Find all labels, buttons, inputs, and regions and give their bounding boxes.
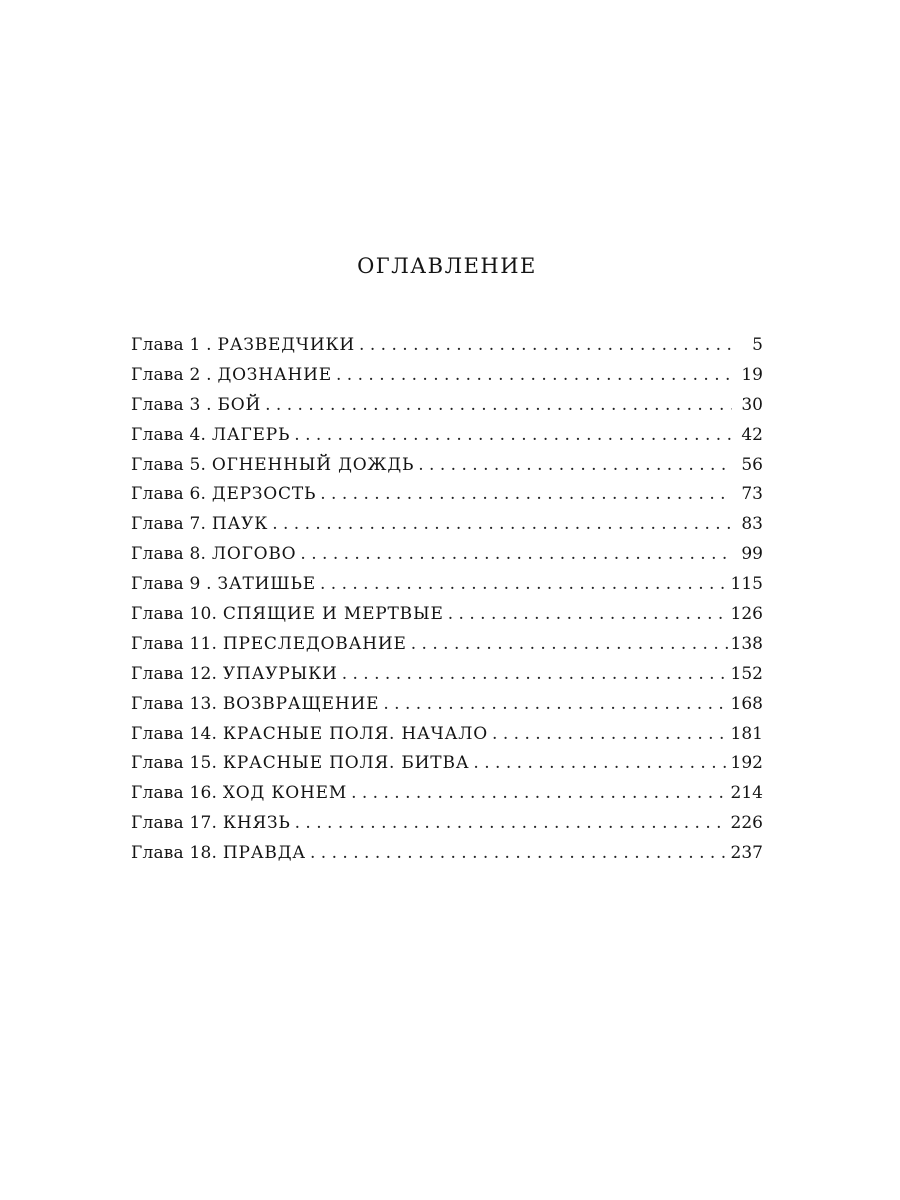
dot-leader	[448, 600, 728, 630]
chapter-title: РАЗВЕДЧИКИ	[217, 335, 356, 355]
toc-entry	[131, 690, 763, 720]
toc-entry-label	[131, 361, 332, 391]
chapter-number: Глава 3 .	[131, 394, 212, 415]
toc-entry	[131, 809, 763, 839]
chapter-title: КРАСНЫЕ ПОЛЯ. БИТВА	[222, 753, 470, 774]
dot-leader	[272, 510, 732, 540]
chapter-number: Глава 2 .	[131, 364, 212, 385]
page-number: 126	[730, 604, 763, 625]
chapter-number: Глава 8.	[131, 544, 207, 565]
page-number: 56	[741, 454, 763, 475]
page-number: 168	[730, 693, 763, 714]
chapter-title: ОГНЕННЫЙ ДОЖДЬ	[211, 454, 415, 475]
dot-leader	[351, 779, 727, 809]
dot-leader	[383, 690, 727, 720]
dot-leader	[492, 720, 728, 750]
toc-entry	[131, 660, 763, 690]
chapter-title: ПРАВДА	[222, 843, 306, 864]
dot-leader	[294, 421, 732, 451]
chapter-number: Глава 9 .	[131, 574, 212, 595]
toc-entry-label	[131, 510, 268, 540]
page-number: 73	[741, 484, 763, 505]
page-number: 83	[741, 514, 763, 535]
dot-leader	[320, 480, 732, 510]
page-number: 181	[730, 723, 763, 744]
table-of-contents	[131, 331, 763, 869]
chapter-number: Глава 7.	[131, 514, 207, 535]
page-number: 152	[730, 663, 763, 684]
toc-entry-label	[131, 540, 296, 570]
toc-entry	[131, 331, 763, 361]
toc-entry	[131, 570, 763, 600]
chapter-title: ЛАГЕРЬ	[211, 424, 291, 445]
toc-entry	[131, 600, 763, 630]
toc-entry	[131, 361, 763, 391]
toc-entry	[131, 779, 763, 809]
dot-leader	[320, 570, 728, 600]
dot-leader	[418, 451, 732, 481]
toc-entry-label	[131, 749, 469, 779]
dot-leader	[265, 391, 732, 421]
page-number: 226	[730, 813, 763, 834]
chapter-number: Глава 14.	[131, 723, 218, 744]
toc-entry	[131, 540, 763, 570]
page-number: 192	[730, 753, 763, 774]
toc-entry	[131, 391, 763, 421]
toc-entry-label	[131, 451, 414, 481]
toc-entry-label	[131, 391, 261, 421]
chapter-number: Глава 4.	[131, 424, 207, 445]
chapter-title: ПАУК	[211, 514, 269, 535]
toc-entry	[131, 421, 763, 451]
chapter-title: ЛОГОВО	[211, 544, 297, 565]
toc-entry-label	[131, 630, 407, 660]
page-number: 115	[730, 574, 763, 595]
toc-entry	[131, 720, 763, 750]
toc-entry-label	[131, 421, 290, 451]
dot-leader	[342, 660, 728, 690]
page-number: 42	[741, 424, 763, 445]
toc-entry	[131, 510, 763, 540]
chapter-number: Глава 12.	[131, 663, 218, 684]
toc-entry-label	[131, 600, 444, 630]
chapter-number: Глава 17.	[131, 813, 218, 834]
dot-leader	[310, 839, 728, 869]
chapter-title: ХОД КОНЕМ	[222, 783, 348, 804]
chapter-title: ДОЗНАНИЕ	[217, 364, 332, 385]
chapter-number: Глава 16.	[131, 783, 218, 804]
toc-entry	[131, 630, 763, 660]
chapter-number: Глава 5.	[131, 454, 207, 475]
toc-entry	[131, 451, 763, 481]
toc-entry-label	[131, 480, 316, 510]
dot-leader	[295, 809, 728, 839]
chapter-title: БОЙ	[217, 394, 262, 415]
toc-entry	[131, 749, 763, 779]
dot-leader	[336, 361, 732, 391]
chapter-number: Глава 1 .	[131, 335, 212, 355]
toc-entry-label	[131, 331, 355, 361]
chapter-title: ДЕРЗОСТЬ	[211, 484, 317, 505]
chapter-number: Глава 18.	[131, 843, 218, 864]
page-number: 99	[741, 544, 763, 565]
page-number: 5	[752, 335, 763, 355]
page-number: 19	[741, 364, 763, 385]
chapter-number: Глава 6.	[131, 484, 207, 505]
chapter-title: ВОЗВРАЩЕНИЕ	[222, 693, 380, 714]
toc-entry	[131, 839, 763, 869]
dot-leader	[473, 749, 727, 779]
chapter-number: Глава 10.	[131, 604, 218, 625]
chapter-number: Глава 13.	[131, 693, 218, 714]
toc-entry	[131, 480, 763, 510]
chapter-title: СПЯЩИЕ И МЕРТВЫЕ	[222, 604, 444, 625]
dot-leader	[411, 630, 728, 660]
page-title: ОГЛАВЛЕНИЕ	[357, 254, 537, 278]
chapter-title: КНЯЗЬ	[222, 813, 291, 834]
chapter-title: ЗАТИШЬЕ	[217, 574, 316, 595]
chapter-number: Глава 11.	[131, 633, 218, 654]
dot-leader	[300, 540, 732, 570]
chapter-title: ПРЕСЛЕДОВАНИЕ	[222, 633, 407, 654]
chapter-number: Глава 15.	[131, 753, 218, 774]
toc-entry-label	[131, 720, 488, 750]
toc-entry-label	[131, 809, 291, 839]
toc-entry-label	[131, 570, 316, 600]
dot-leader	[359, 331, 732, 361]
page-number: 214	[730, 783, 763, 804]
page-number: 30	[741, 394, 763, 415]
toc-entry-label	[131, 660, 338, 690]
page-number: 138	[730, 633, 763, 654]
chapter-title: КРАСНЫЕ ПОЛЯ. НАЧАЛО	[222, 723, 489, 744]
toc-entry-label	[131, 839, 306, 869]
chapter-title: УПАУРЫКИ	[222, 663, 338, 684]
toc-entry-label	[131, 779, 347, 809]
page-number: 237	[730, 843, 763, 864]
toc-entry-label	[131, 690, 379, 720]
